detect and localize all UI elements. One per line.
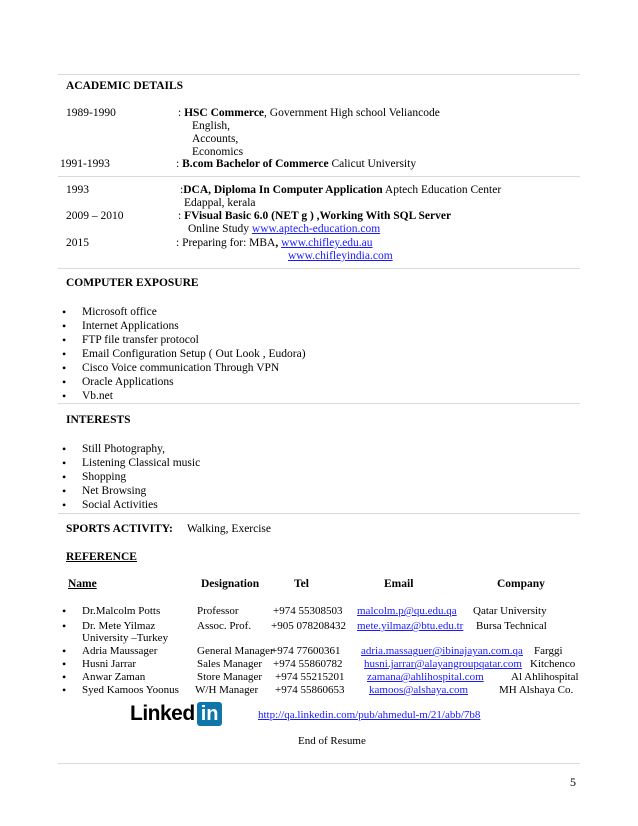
academic-entry-detail: Online Study www.aptech-education.com: [188, 223, 381, 235]
column-header-designation: Designation: [201, 578, 260, 590]
bullet: •: [62, 333, 67, 347]
section-divider: [58, 513, 580, 514]
ref-designation: General Manager: [197, 645, 274, 657]
subject: Economics: [192, 146, 244, 158]
academic-entry: : Preparing for: MBA, www.chifley.edu.au: [176, 237, 373, 249]
chifley-india-link[interactable]: www.chifleyindia.com: [288, 250, 393, 262]
bullet: •: [62, 389, 67, 403]
bullet: •: [62, 442, 67, 456]
bullet: •: [62, 375, 67, 389]
academic-entry: : HSC Commerce, Government High school Veliancode: [178, 107, 440, 119]
ref-email[interactable]: kamoos@alshaya.com: [369, 684, 469, 696]
degree-name: FVisual Basic 6.0 (NET g ) ,Working With SQL Server: [184, 210, 452, 222]
ref-company: MH Alshaya Co.: [499, 684, 574, 696]
end-of-resume: End of Resume: [298, 735, 366, 747]
list-item: FTP file transfer protocol: [82, 334, 199, 346]
ref-tel: +974 55860782: [273, 658, 343, 670]
list-item: Internet Applications: [82, 320, 179, 332]
linkedin-wordmark: Linked: [130, 702, 195, 725]
bullet: •: [62, 484, 67, 498]
list-item: Cisco Voice communication Through VPN: [82, 362, 280, 374]
bullet: •: [62, 498, 67, 512]
list-item: Vb.net: [82, 390, 113, 402]
linkedin-profile-link[interactable]: http://qa.linkedin.com/pub/ahmedul-m/21/abb/7b8: [258, 709, 481, 721]
ref-name: Anwar Zaman: [82, 671, 146, 683]
ref-name: Dr.Malcolm Potts: [82, 605, 161, 617]
ref-designation: Sales Manager: [197, 658, 263, 670]
interests-heading: INTERESTS: [66, 414, 131, 426]
section-divider: [58, 403, 580, 404]
institution-location: Edappal, kerala: [184, 197, 256, 209]
list-item: Still Photography,: [82, 443, 165, 455]
academic-year: 2009 – 2010: [66, 210, 124, 222]
ref-designation: Professor: [197, 605, 239, 617]
degree-name: B.com Bachelor of Commerce: [182, 158, 329, 170]
column-header-email: Email: [384, 578, 414, 590]
bullet: •: [62, 347, 67, 361]
aptech-link[interactable]: www.aptech-education.com: [251, 223, 381, 235]
ref-tel: +974 55860653: [275, 684, 345, 696]
ref-name: Dr. Mete Yilmaz: [82, 620, 156, 632]
ref-email[interactable]: malcolm.p@qu.edu.qa: [357, 605, 457, 617]
sports-value: Walking, Exercise: [187, 523, 272, 535]
computer-exposure-heading: COMPUTER EXPOSURE: [66, 277, 199, 289]
list-item: Microsoft office: [82, 306, 157, 318]
academic-year: 1991-1993: [60, 158, 110, 170]
ref-tel: +974 77600361: [271, 645, 341, 657]
academic-year: 2015: [66, 237, 89, 249]
academic-year: 1993: [66, 184, 89, 196]
ref-designation: W/H Manager: [195, 684, 259, 696]
bullet: •: [62, 319, 67, 333]
list-item: Social Activities: [82, 499, 158, 511]
degree-name: DCA, Diploma In Computer Application: [183, 184, 383, 196]
academic-year: 1989-1990: [66, 107, 116, 119]
ref-name: Adria Maussager: [82, 645, 158, 657]
linkedin-in-icon: in: [197, 702, 223, 726]
list-item: Net Browsing: [82, 485, 147, 497]
ref-company: Qatar University: [473, 605, 547, 617]
ref-name: Husni Jarrar: [82, 658, 137, 670]
ref-name: Syed Kamoos Yoonus: [82, 684, 179, 696]
bullet: •: [62, 470, 67, 484]
ref-email[interactable]: adria.massaguer@ibinajayan.com.qa: [361, 645, 523, 657]
bullet: •: [62, 305, 67, 319]
ref-company: Farggi: [534, 645, 563, 657]
ref-designation: Assoc. Prof.: [197, 620, 252, 632]
ref-tel: +905 078208432: [271, 620, 346, 632]
ref-email[interactable]: zamana@ahlihospital.com: [367, 671, 484, 683]
column-header-company: Company: [497, 578, 545, 590]
list-item: Shopping: [82, 471, 127, 483]
section-divider: [58, 176, 580, 177]
section-divider: [58, 74, 580, 75]
ref-name-continuation: University –Turkey: [82, 632, 169, 644]
bullet: •: [62, 456, 67, 470]
academic-entry: : B.com Bachelor of Commerce Calicut University: [176, 158, 417, 170]
ref-company: Bursa Technical: [476, 620, 547, 632]
ref-company: Kitchenco: [530, 658, 576, 670]
subject: English,: [192, 120, 231, 132]
ref-company: Al Ahlihospital: [511, 671, 579, 683]
chifley-link[interactable]: www.chifley.edu.au: [281, 237, 373, 249]
academic-heading: ACADEMIC DETAILS: [66, 80, 184, 92]
list-item: Listening Classical music: [82, 457, 201, 469]
list-item: Email Configuration Setup ( Out Look , Eudora): [82, 348, 306, 360]
column-header-tel: Tel: [294, 578, 309, 590]
footer-divider: [58, 763, 580, 764]
linkedin-logo: [130, 702, 222, 726]
reference-heading: REFERENCE: [66, 551, 137, 563]
degree-name: HSC Commerce: [184, 107, 265, 119]
column-header-name: Name: [68, 578, 97, 590]
ref-email[interactable]: husni.jarrar@alayangroupqatar.com: [364, 658, 522, 670]
ref-email[interactable]: mete.yilmaz@btu.edu.tr: [357, 620, 464, 632]
page-number: 5: [570, 775, 576, 789]
section-divider: [58, 268, 580, 269]
bullet: •: [62, 361, 67, 375]
academic-entry: :DCA, Diploma In Computer Application Aptech Education Center: [180, 184, 502, 196]
list-item: Oracle Applications: [82, 376, 174, 388]
academic-entry: : FVisual Basic 6.0 (NET g ) ,Working With SQL Server: [178, 210, 452, 222]
subject: Accounts,: [192, 133, 239, 145]
ref-tel: +974 55308503: [273, 605, 343, 617]
sports-label: SPORTS ACTIVITY:: [66, 523, 173, 535]
ref-designation: Store Manager: [197, 671, 263, 683]
ref-tel: +974 55215201: [275, 671, 345, 683]
